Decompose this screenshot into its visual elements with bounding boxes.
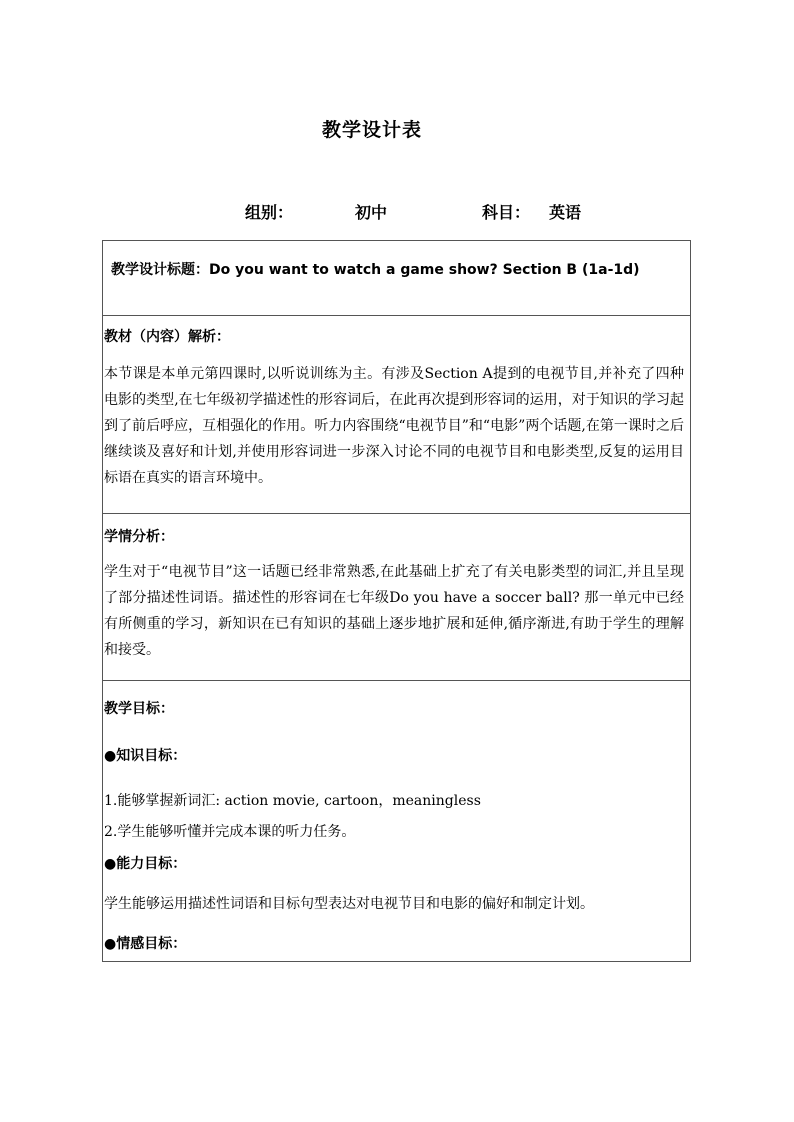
bullet-icon: ●: [104, 856, 117, 872]
student-analysis-text: 学生对于“电视节目”这一话题已经非常熟悉,在此基础上扩充了有关电影类型的词汇,并且呈现了部分描述性词语。描述性的形容词在七年级Do you have a soccer ball? 那一单元中已经有所侧重的学习，新知识在已有知识的基础上逐步地扩展和延伸,循序渐进,有助于学生的理解和接受。: [104, 564, 684, 658]
teaching-goals-heading: 教学目标：: [104, 701, 174, 717]
lesson-title-cell: [103, 241, 690, 315]
knowledge-item-1: 1.能够掌握新词汇: action movie, cartoon，meaningless: [104, 793, 481, 809]
student-analysis-heading: 学情分析：: [104, 529, 174, 545]
bullet-icon: ●: [104, 936, 117, 952]
content-analysis-text: 本节课是本单元第四课时,以听说训练为主。有涉及Section A提到的电视节目,并补充了四种电影的类型,在七年级初学描述性的形容词后，在此再次提到形容词的运用，对于知识的学习起到了前后呼应，互相强化的作用。听力内容围绕“电视节目”和“电影”两个话题,在第一课时之后继续谈及喜好和计划,并使用形容词进一步深入讨论不同的电视节目和电影类型,反复的运用目标语在真实的语言环境中。: [104, 366, 684, 486]
emotion-goals-heading: 情感目标：: [116, 936, 187, 952]
group-value: 初中: [355, 203, 388, 222]
emotion-goals: [104, 933, 186, 953]
knowledge-item-2: 2.学生能够听懂并完成本课的听力任务。: [104, 824, 356, 840]
lesson-title-label: 教学设计标题：: [111, 262, 209, 278]
meta-row: [0, 200, 794, 224]
student-analysis-cell: [103, 513, 690, 680]
knowledge-goals: [104, 745, 186, 765]
lesson-title: [111, 259, 640, 279]
group-label: 组别：: [245, 203, 294, 222]
subject-value: 英语: [549, 203, 582, 222]
bullet-icon: ●: [104, 748, 117, 764]
lesson-title-value: Do you want to watch a game show? Section B (1a-1d): [209, 262, 640, 278]
subject-label: 科目：: [482, 203, 531, 222]
document-title: 教学设计表: [321, 119, 422, 141]
lesson-plan-table: [102, 240, 691, 962]
knowledge-goals-heading: 知识目标：: [116, 748, 187, 764]
ability-goals: [104, 853, 186, 873]
ability-goals-text: 学生能够运用描述性词语和目标句型表达对电视节目和电影的偏好和制定计划。: [104, 896, 594, 912]
teaching-goals-cell: [103, 680, 690, 962]
content-analysis-heading: 教材（内容）解析：: [104, 329, 230, 345]
content-analysis-cell: [103, 315, 690, 513]
ability-goals-heading: 能力目标：: [116, 856, 187, 872]
